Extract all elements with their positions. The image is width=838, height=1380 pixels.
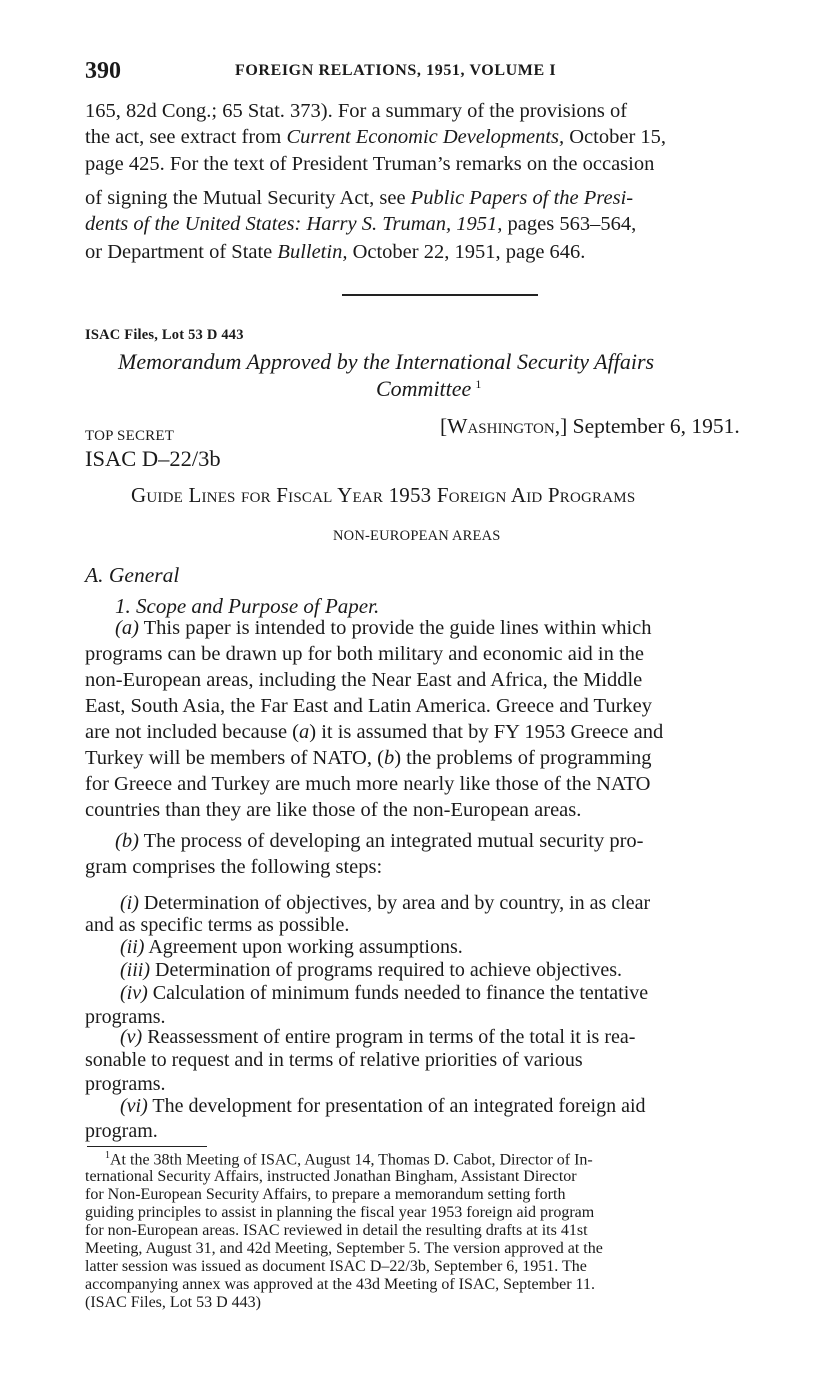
footnote-line-5: for non-European areas. ISAC reviewed in detail the resulting drafts at its 41st [85,1222,588,1239]
carryover-line-4: of signing the Mutual Security Act, see Public Papers of the Presi- [85,187,634,209]
step-iv-line-2: programs. [85,1006,166,1028]
carryover-line-6: or Department of State Bulletin, October 22, 1951, page 646. [85,241,586,263]
step-vi-line-1: (vi) The development for presentation of an integrated foreign aid [120,1095,646,1117]
para-a-line-6: Turkey will be members of NATO, (b) the problems of programming [85,747,652,769]
step-iv-line-1: (iv) Calculation of minimum funds needed to finance the tentative [120,982,649,1004]
carryover-line-2: the act, see extract from Current Economic Developments, October 15, [85,126,667,148]
classification: TOP SECRET [85,428,175,444]
document-heading: Guide Lines for Fiscal Year 1953 Foreign Aid Programs [131,483,636,507]
step-v-line-1: (v) Reassessment of entire program in terms of the total it is rea- [120,1026,636,1048]
step-v-line-3: programs. [85,1073,166,1095]
step-v-line-2: sonable to request and in terms of relative priorities of various [85,1049,583,1071]
para-a-line-2: programs can be drawn up for both military and economic aid in the [85,643,645,665]
document-source: ISAC Files, Lot 53 D 443 [85,327,244,343]
footnote-line-3: for Non-European Security Affairs, to prepare a memorandum setting forth [85,1186,566,1203]
page-number: 390 [85,58,121,84]
step-vi-line-2: program. [85,1120,158,1142]
section-a-heading: A. General [85,563,180,587]
step-i-line-2: and as specific terms as possible. [85,914,350,936]
footnote-line-7: latter session was issued as document ISAC D–22/3b, September 6, 1951. The [85,1258,587,1275]
footnote-line-1: $^1$At the 38th Meeting of ISAC, August 14, Thomas D. Cabot, Director of In- [105,1150,593,1169]
footnote-line-9: (ISAC Files, Lot 53 D 443) [85,1294,261,1311]
para-a-line-3: non-European areas, including the Near East and Africa, the Middle [85,669,643,691]
carryover-line-1: 165, 82d Cong.; 65 Stat. 373). For a summary of the provisions of [85,100,628,122]
footnote-line-2: ternational Security Affairs, instructed Jonathan Bingham, Assistant Director [85,1168,577,1185]
footnote-line-8: accompanying annex was approved at the 43d Meeting of ISAC, September 11. [85,1276,595,1293]
footnote-rule [87,1146,207,1147]
step-i-line-1: (i) Determination of objectives, by area and by country, in as clear [120,892,651,914]
footnote-marker: 1 [105,1150,110,1161]
footnote-line-4: guiding principles to assist in planning the fiscal year 1953 foreign aid program [85,1204,595,1221]
place-and-date: [Washington,] September 6, 1951. [440,414,740,438]
document-title-line-2: Committee $^1$ [376,376,482,401]
document-subheading: NON-EUROPEAN AREAS [333,528,501,544]
para-a-line-7: for Greece and Turkey are much more nearly like those of the NATO [85,773,651,795]
para-a-line-1: (a) This paper is intended to provide the guide lines within which [115,617,652,639]
section-divider [342,294,538,296]
para-a-line-4: East, South Asia, the Far East and Latin America. Greece and Turkey [85,695,653,717]
step-iii: (iii) Determination of programs required to achieve objectives. [120,959,623,981]
para-b-line-1: (b) The process of developing an integrated mutual security pro- [115,830,644,852]
footnote-line-6: Meeting, August 31, and 42d Meeting, September 5. The version approved at the [85,1240,603,1257]
paragraph-1-title: 1. Scope and Purpose of Paper. [115,594,380,618]
carryover-line-5: dents of the United States: Harry S. Truman, 1951, pages 563–564, [85,213,637,235]
step-ii: (ii) Agreement upon working assumptions. [120,936,463,958]
footnote-ref: 1 [475,376,482,391]
running-title: FOREIGN RELATIONS, 1951, VOLUME I [235,62,557,79]
para-a-line-8: countries than they are like those of the non-European areas. [85,799,582,821]
para-a-line-5: are not included because (a) it is assumed that by FY 1953 Greece and [85,721,664,743]
para-b-line-2: gram comprises the following steps: [85,856,383,878]
carryover-line-3: page 425. For the text of President Truman’s remarks on the occasion [85,153,655,175]
document-number: ISAC D–22/3b [85,446,221,471]
document-title-line-1: Memorandum Approved by the International Security Affairs [118,349,655,374]
